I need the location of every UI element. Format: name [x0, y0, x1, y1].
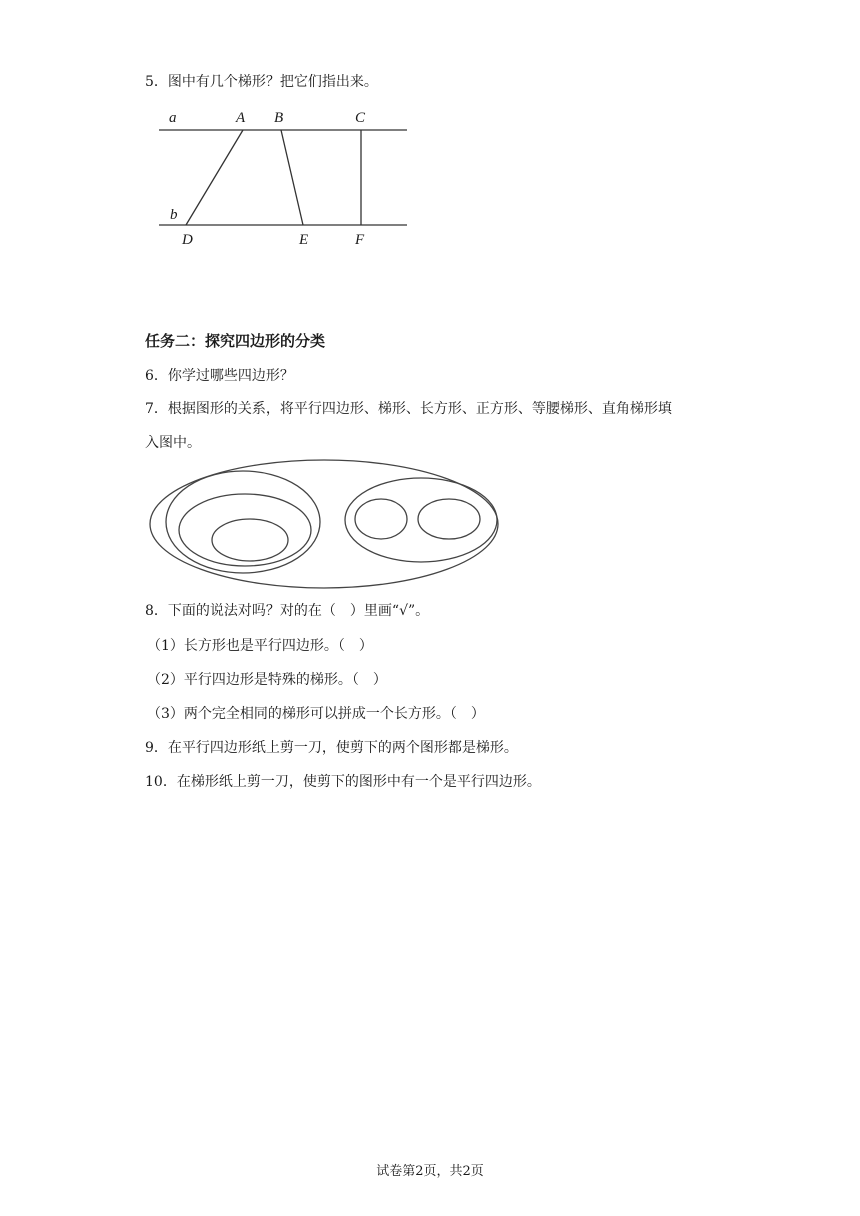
label-C: C	[355, 110, 366, 126]
question-8: 8．下面的说法对吗？对的在（ ）里画“√”。	[145, 603, 430, 619]
page-footer: 试卷第2页，共2页	[376, 1164, 484, 1179]
label-B: B	[274, 110, 284, 126]
label-b: b	[170, 207, 178, 223]
question-9: 9．在平行四边形纸上剪一刀，使剪下的两个图形都是梯形。	[145, 740, 518, 756]
label-D: D	[182, 232, 193, 248]
task2-heading: 任务二：探究四边形的分类	[145, 332, 326, 350]
right-inner-ellipse-1	[355, 499, 407, 539]
question-8-item-1: （1）长方形也是平行四边形。（ ）	[147, 638, 373, 654]
quadrilateral-venn-diagram	[148, 458, 504, 590]
question-8-item-3: （3）两个完全相同的梯形可以拼成一个长方形。（ ）	[147, 706, 485, 722]
left-ellipse-2	[179, 494, 311, 566]
label-A: A	[236, 110, 246, 126]
parallel-lines-figure	[155, 104, 415, 254]
right-inner-ellipse-2	[418, 499, 480, 539]
question-10: 10．在梯形纸上剪一刀，使剪下的图形中有一个是平行四边形。	[145, 774, 541, 790]
segment-BE	[281, 130, 303, 225]
segment-AD	[186, 130, 243, 225]
question-5: 5．图中有几个梯形？把它们指出来。	[145, 74, 378, 90]
right-ellipse	[345, 478, 497, 562]
question-6: 6．你学过哪些四边形？	[145, 368, 294, 384]
question-7-line1: 7．根据图形的关系，将平行四边形、梯形、长方形、正方形、等腰梯形、直角梯形填	[145, 401, 672, 417]
question-7-line2: 入图中。	[145, 435, 201, 451]
question-8-item-2: （2）平行四边形是特殊的梯形。（ ）	[147, 672, 387, 688]
label-F: F	[355, 232, 365, 248]
label-E: E	[299, 232, 309, 248]
left-ellipse-3	[212, 519, 288, 561]
left-ellipse-1	[166, 471, 320, 573]
label-a: a	[169, 110, 177, 126]
